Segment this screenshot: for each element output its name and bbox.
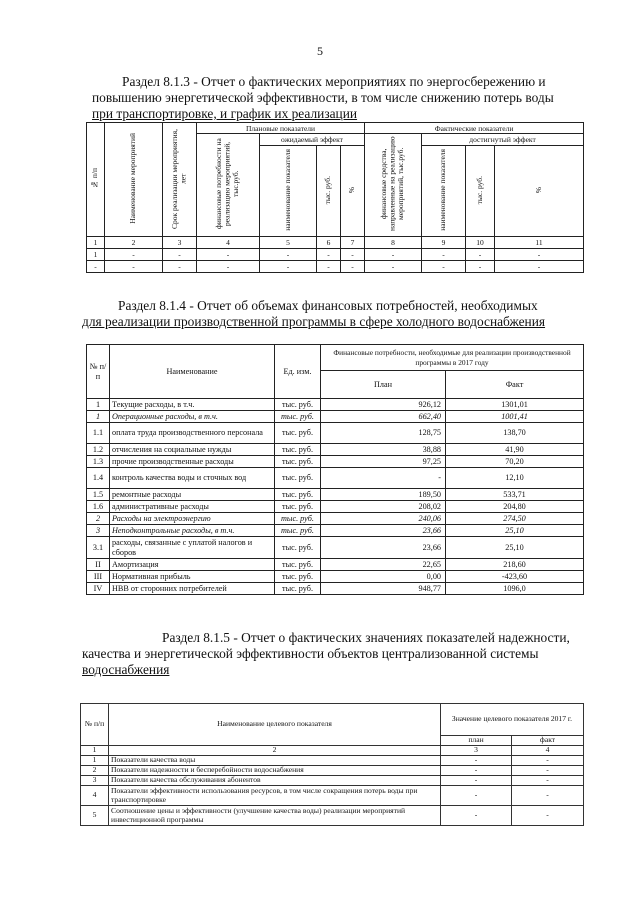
row-plan: 38,88 xyxy=(321,444,446,456)
row-plan: 23,66 xyxy=(321,537,446,559)
row-fact: - xyxy=(512,756,584,766)
row-plan: 22,65 xyxy=(321,559,446,571)
row-unit: тыс. руб. xyxy=(275,571,321,583)
section-813-title-line: при транспортировке, и график их реализации xyxy=(92,106,358,121)
table-row xyxy=(87,571,584,583)
header-num: № п/п xyxy=(87,345,110,399)
row-plan: - xyxy=(441,756,512,766)
row-number: 1 xyxy=(87,411,110,423)
col-number: 11 xyxy=(495,237,584,249)
row-plan: - xyxy=(441,766,512,776)
col-number: 8 xyxy=(365,237,422,249)
col-number: 1 xyxy=(87,237,105,249)
table-row xyxy=(87,456,584,468)
row-unit: тыс. руб. xyxy=(275,444,321,456)
cell: - xyxy=(105,249,163,261)
header-fact: Факт xyxy=(446,371,584,399)
table-row xyxy=(87,468,584,489)
table-row xyxy=(87,249,584,261)
table-row xyxy=(87,444,584,456)
row-fact: 41,90 xyxy=(446,444,584,456)
section-813-title-line: Раздел 8.1.3 - Отчет о фактических мероприятиях по энергосбережению и xyxy=(122,74,546,89)
row-fact: 25,10 xyxy=(446,525,584,537)
row-unit: тыс. руб. xyxy=(275,525,321,537)
row-plan: 189,50 xyxy=(321,489,446,501)
cell: 1 xyxy=(87,249,105,261)
cell: - xyxy=(197,261,260,273)
row-unit: тыс. руб. xyxy=(275,468,321,489)
header-num: № п/п xyxy=(81,704,109,746)
page-number: 5 xyxy=(317,44,323,58)
table-row xyxy=(87,411,584,423)
row-fact: 138,70 xyxy=(446,423,584,444)
row-plan: - xyxy=(441,776,512,786)
row-name: Неподконтрольные расходы, в т.ч. xyxy=(110,525,275,537)
section-815-title-line: Раздел 8.1.5 - Отчет о фактических значениях показателей надежности, xyxy=(162,630,570,645)
section-814-title-line: для реализации производственной программы в сфере холодного водоснабжения xyxy=(82,314,546,329)
row-unit: тыс. руб. xyxy=(275,501,321,513)
row-number: 4 xyxy=(81,786,109,806)
section-813-title xyxy=(92,74,612,122)
cell: - xyxy=(365,261,422,273)
row-fact: 1096,0 xyxy=(446,583,584,595)
header-plan-eff-rub: тыс. руб. xyxy=(323,175,333,205)
row-unit: тыс. руб. xyxy=(275,399,321,411)
col-number: 1 xyxy=(81,746,109,756)
row-name: контроль качества воды и сточных вод xyxy=(110,468,275,489)
header-name: Наименование мероприятий xyxy=(128,133,138,224)
section-815-title xyxy=(82,630,600,678)
table-row xyxy=(87,261,584,273)
row-plan: 662,40 xyxy=(321,411,446,423)
cell: - xyxy=(495,249,584,261)
table-row xyxy=(87,501,584,513)
row-unit: тыс. руб. xyxy=(275,583,321,595)
row-fact: 1301,01 xyxy=(446,399,584,411)
header-group: Финансовые потребности, необходимые для реализации производственной программы в 2017 году xyxy=(321,345,584,371)
cell: - xyxy=(105,261,163,273)
row-plan: 926,12 xyxy=(321,399,446,411)
row-number: IV xyxy=(87,583,110,595)
row-number: 1 xyxy=(81,756,109,766)
table-row xyxy=(87,399,584,411)
table-row xyxy=(87,525,584,537)
row-plan: 240,06 xyxy=(321,513,446,525)
row-name: Показатели качества обслуживания абонентов xyxy=(109,776,441,786)
row-number: 1.5 xyxy=(87,489,110,501)
row-name: Амортизация xyxy=(110,559,275,571)
col-number: 9 xyxy=(422,237,466,249)
col-number: 2 xyxy=(105,237,163,249)
row-name: Текущие расходы, в т.ч. xyxy=(110,399,275,411)
row-fact: -423,60 xyxy=(446,571,584,583)
cell: - xyxy=(317,261,341,273)
header-name: Наименование целевого показателя xyxy=(109,704,441,746)
table-row xyxy=(81,766,584,776)
row-name: НВВ от сторонних потребителей xyxy=(110,583,275,595)
row-plan: 23,66 xyxy=(321,525,446,537)
row-number: 3 xyxy=(81,776,109,786)
row-unit: тыс. руб. xyxy=(275,537,321,559)
section-814-title xyxy=(82,298,602,330)
row-number: 1.4 xyxy=(87,468,110,489)
row-name: Расходы на электроэнергию xyxy=(110,513,275,525)
header-plan-fin: финансовые потребности на реализацию мероприятий, тыс.руб. xyxy=(214,138,241,230)
col-number: 2 xyxy=(109,746,441,756)
header-term: Срок реализации мероприятия, лет xyxy=(170,128,188,229)
row-number: 2 xyxy=(87,513,110,525)
row-number: 1.1 xyxy=(87,423,110,444)
row-number: II xyxy=(87,559,110,571)
cell: - xyxy=(163,249,197,261)
row-plan: 208,02 xyxy=(321,501,446,513)
section-815-title-line: водоснабжения xyxy=(82,662,170,677)
header-fact-effect: достигнутый эффект xyxy=(422,134,584,146)
row-fact: - xyxy=(512,806,584,826)
cell: - xyxy=(422,261,466,273)
table-row xyxy=(81,746,584,756)
cell: - xyxy=(341,249,365,261)
header-group: Значение целевого показателя 2017 г. xyxy=(441,704,584,736)
row-name: прочие производственные расходы xyxy=(110,456,275,468)
row-fact: 25,10 xyxy=(446,537,584,559)
col-number: 3 xyxy=(163,237,197,249)
header-fact-group: Фактические показатели xyxy=(365,123,584,134)
header-plan-effect: ожидаемый эффект xyxy=(260,134,365,146)
section-814-title-line: Раздел 8.1.4 - Отчет об объемах финансовых потребностей, необходимых xyxy=(118,298,538,313)
header-num: № п/п xyxy=(90,168,100,189)
cell: - xyxy=(422,249,466,261)
row-plan: - xyxy=(441,786,512,806)
row-fact: 204,80 xyxy=(446,501,584,513)
row-number: 1.2 xyxy=(87,444,110,456)
table-815 xyxy=(80,703,584,826)
col-number: 7 xyxy=(341,237,365,249)
row-unit: тыс. руб. xyxy=(275,423,321,444)
header-plan-eff-name: наименование показателя xyxy=(282,148,292,231)
cell: - xyxy=(87,261,105,273)
header-plan-eff-pct: % xyxy=(347,187,357,194)
header-fact-fin: финансовые средства, направленные на реализацию мероприятий, тыс.руб. xyxy=(379,136,406,232)
row-number: 1.3 xyxy=(87,456,110,468)
cell: - xyxy=(317,249,341,261)
row-unit: тыс. руб. xyxy=(275,489,321,501)
row-name: Показатели надежности и бесперебойности водоснабжения xyxy=(109,766,441,776)
row-plan: - xyxy=(321,468,446,489)
table-row xyxy=(87,513,584,525)
header-plan-group: Плановые показатели xyxy=(197,123,365,134)
row-unit: тыс. руб. xyxy=(275,411,321,423)
row-plan: 128,75 xyxy=(321,423,446,444)
header-name: Наименование xyxy=(110,345,275,399)
table-row xyxy=(81,806,584,826)
header-fact: факт xyxy=(512,736,584,746)
row-name: Показатели эффективности использования ресурсов, в том числе сокращения потерь воды при транспортировке xyxy=(109,786,441,806)
row-name: ремонтные расходы xyxy=(110,489,275,501)
cell: - xyxy=(197,249,260,261)
cell: - xyxy=(495,261,584,273)
row-name: административные расходы xyxy=(110,501,275,513)
row-number: 2 xyxy=(81,766,109,776)
row-fact: - xyxy=(512,786,584,806)
header-fact-eff-name: наименование показателя xyxy=(438,148,448,231)
row-fact: - xyxy=(512,776,584,786)
row-fact: 533,71 xyxy=(446,489,584,501)
row-number: 1.6 xyxy=(87,501,110,513)
row-name: отчисления на социальные нужды xyxy=(110,444,275,456)
header-plan: План xyxy=(321,371,446,399)
cell: - xyxy=(260,249,317,261)
cell: - xyxy=(341,261,365,273)
row-plan: 948,77 xyxy=(321,583,446,595)
row-fact: 218,60 xyxy=(446,559,584,571)
row-plan: 97,25 xyxy=(321,456,446,468)
row-unit: тыс. руб. xyxy=(275,513,321,525)
col-number: 10 xyxy=(466,237,495,249)
row-unit: тыс. руб. xyxy=(275,559,321,571)
header-fact-eff-rub: тыс. руб. xyxy=(474,175,484,205)
table-813 xyxy=(86,122,584,273)
table-row xyxy=(87,583,584,595)
col-number: 4 xyxy=(512,746,584,756)
row-plan: - xyxy=(441,806,512,826)
row-fact: - xyxy=(512,766,584,776)
row-number: 3 xyxy=(87,525,110,537)
row-fact: 1001,41 xyxy=(446,411,584,423)
table-row xyxy=(81,776,584,786)
row-fact: 12,10 xyxy=(446,468,584,489)
row-fact: 70,20 xyxy=(446,456,584,468)
col-number: 6 xyxy=(317,237,341,249)
table-814 xyxy=(86,344,584,595)
row-number: 1 xyxy=(87,399,110,411)
cell: - xyxy=(466,261,495,273)
table-row xyxy=(81,786,584,806)
row-name: Нормативная прибыль xyxy=(110,571,275,583)
row-name: Операционные расходы, в т.ч. xyxy=(110,411,275,423)
section-813-title-line: повышению энергетической эффективности, в том числе снижению потерь воды xyxy=(92,90,554,105)
header-fact-eff-pct: % xyxy=(533,187,543,194)
row-number: 3.1 xyxy=(87,537,110,559)
row-number: III xyxy=(87,571,110,583)
table-row xyxy=(87,489,584,501)
table-row xyxy=(87,423,584,444)
table-row xyxy=(81,756,584,766)
cell: - xyxy=(466,249,495,261)
section-815-title-line: качества и энергетической эффективности объектов централизованной системы xyxy=(82,646,539,661)
row-plan: 0,00 xyxy=(321,571,446,583)
table-row xyxy=(87,237,584,249)
table-row xyxy=(87,537,584,559)
row-name: оплата труда производственного персонала xyxy=(110,423,275,444)
col-number: 5 xyxy=(260,237,317,249)
cell: - xyxy=(163,261,197,273)
row-unit: тыс. руб. xyxy=(275,456,321,468)
row-number: 5 xyxy=(81,806,109,826)
row-name: Соотношение цены и эффективности (улучшение качества воды) реализации мероприятий инвестиционной программы xyxy=(109,806,441,826)
col-number: 3 xyxy=(441,746,512,756)
row-name: Показатели качества воды xyxy=(109,756,441,766)
header-unit: Ед. изм. xyxy=(275,345,321,399)
row-name: расходы, связанные с уплатой налогов и сборов xyxy=(110,537,275,559)
header-plan: план xyxy=(441,736,512,746)
table-row xyxy=(87,559,584,571)
col-number: 4 xyxy=(197,237,260,249)
cell: - xyxy=(260,261,317,273)
row-fact: 274,50 xyxy=(446,513,584,525)
cell: - xyxy=(365,249,422,261)
